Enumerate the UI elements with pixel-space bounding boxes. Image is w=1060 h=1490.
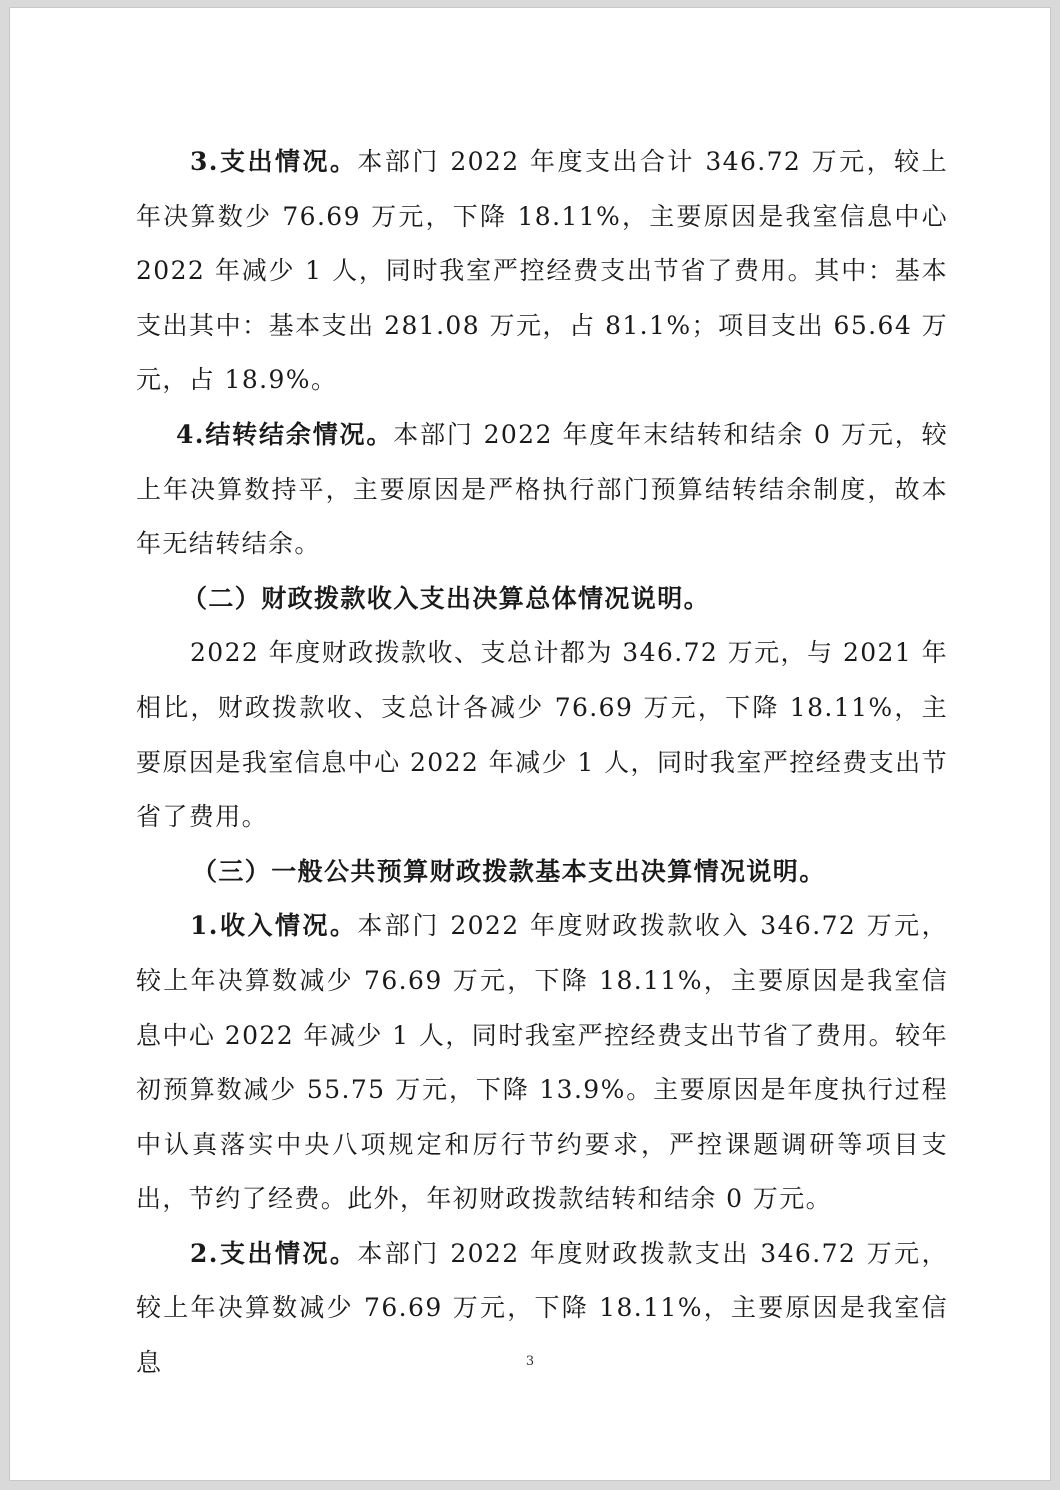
page-number: 3 [525, 1354, 535, 1369]
section-heading-3: （三）一般公共预算财政拨款基本支出决算情况说明。 [192, 856, 826, 886]
paragraph-lead: 1.收入情况。 [190, 911, 358, 941]
paragraph-text: 本部门 2022 年度支出合计 346.72 万元，较上年决算数少 76.69 万元，下降 18.11%，主要原因是我室信息中心 2022 年减少 1 人，同时我室严控经费支出节省了费用。其中：基本支出其中：基本支出 281.08 万元，占 81.1%；项目支出 65.64 万元，占 18.9%。 [136, 147, 948, 395]
paragraph-text: 2022 年度财政拨款收、支总计都为 346.72 万元，与 2021 年相比，财政拨款收、支总计各减少 76.69 万元，下降 18.11%，主要原因是我室信息中心 2022 年减少 1 人，同时我室严控经费支出节省了费用。 [136, 638, 948, 832]
paragraph-text: 本部门 2022 年度年末结转和结余 0 万元，较上年决算数持平，主要原因是严格执行部门预算结转结余制度，故本年无结转结余。 [136, 419, 948, 559]
paragraph-lead: 3.支出情况。 [190, 147, 358, 176]
paragraph-fiscal-overall [136, 626, 948, 844]
paragraph-text: 本部门 2022 年度财政拨款支出 346.72 万元，较上年决算数减少 76.69 万元，下降 18.11%，主要原因是我室信息 [136, 1238, 948, 1378]
section-heading-2: （二）财政拨款收入支出决算总体情况说明。 [182, 583, 711, 613]
paragraph-carryover [136, 408, 948, 572]
paragraph-expenditure [136, 135, 948, 408]
document-page [10, 8, 1050, 1480]
document-body [136, 135, 948, 1391]
paragraph-text: 本部门 2022 年度财政拨款收入 346.72 万元，较上年决算数减少 76.69 万元，下降 18.11%，主要原因是我室信息中心 2022 年减少 1 人，同时我室严控经费支出节省了费用。较年初预算数减少 55.75 万元，下降 13.9%。主要原因是年度执行过程中认真落实中央八项规定和厉行节约要求，严控课题调研等项目支出，节约了经费。此外，年初财政拨款结转和结余 0 万元。 [136, 911, 948, 1214]
paragraph-lead: 2.支出情况。 [190, 1238, 358, 1268]
paragraph-lead: 4.结转结余情况。 [176, 419, 394, 449]
paragraph-income [136, 899, 948, 1227]
